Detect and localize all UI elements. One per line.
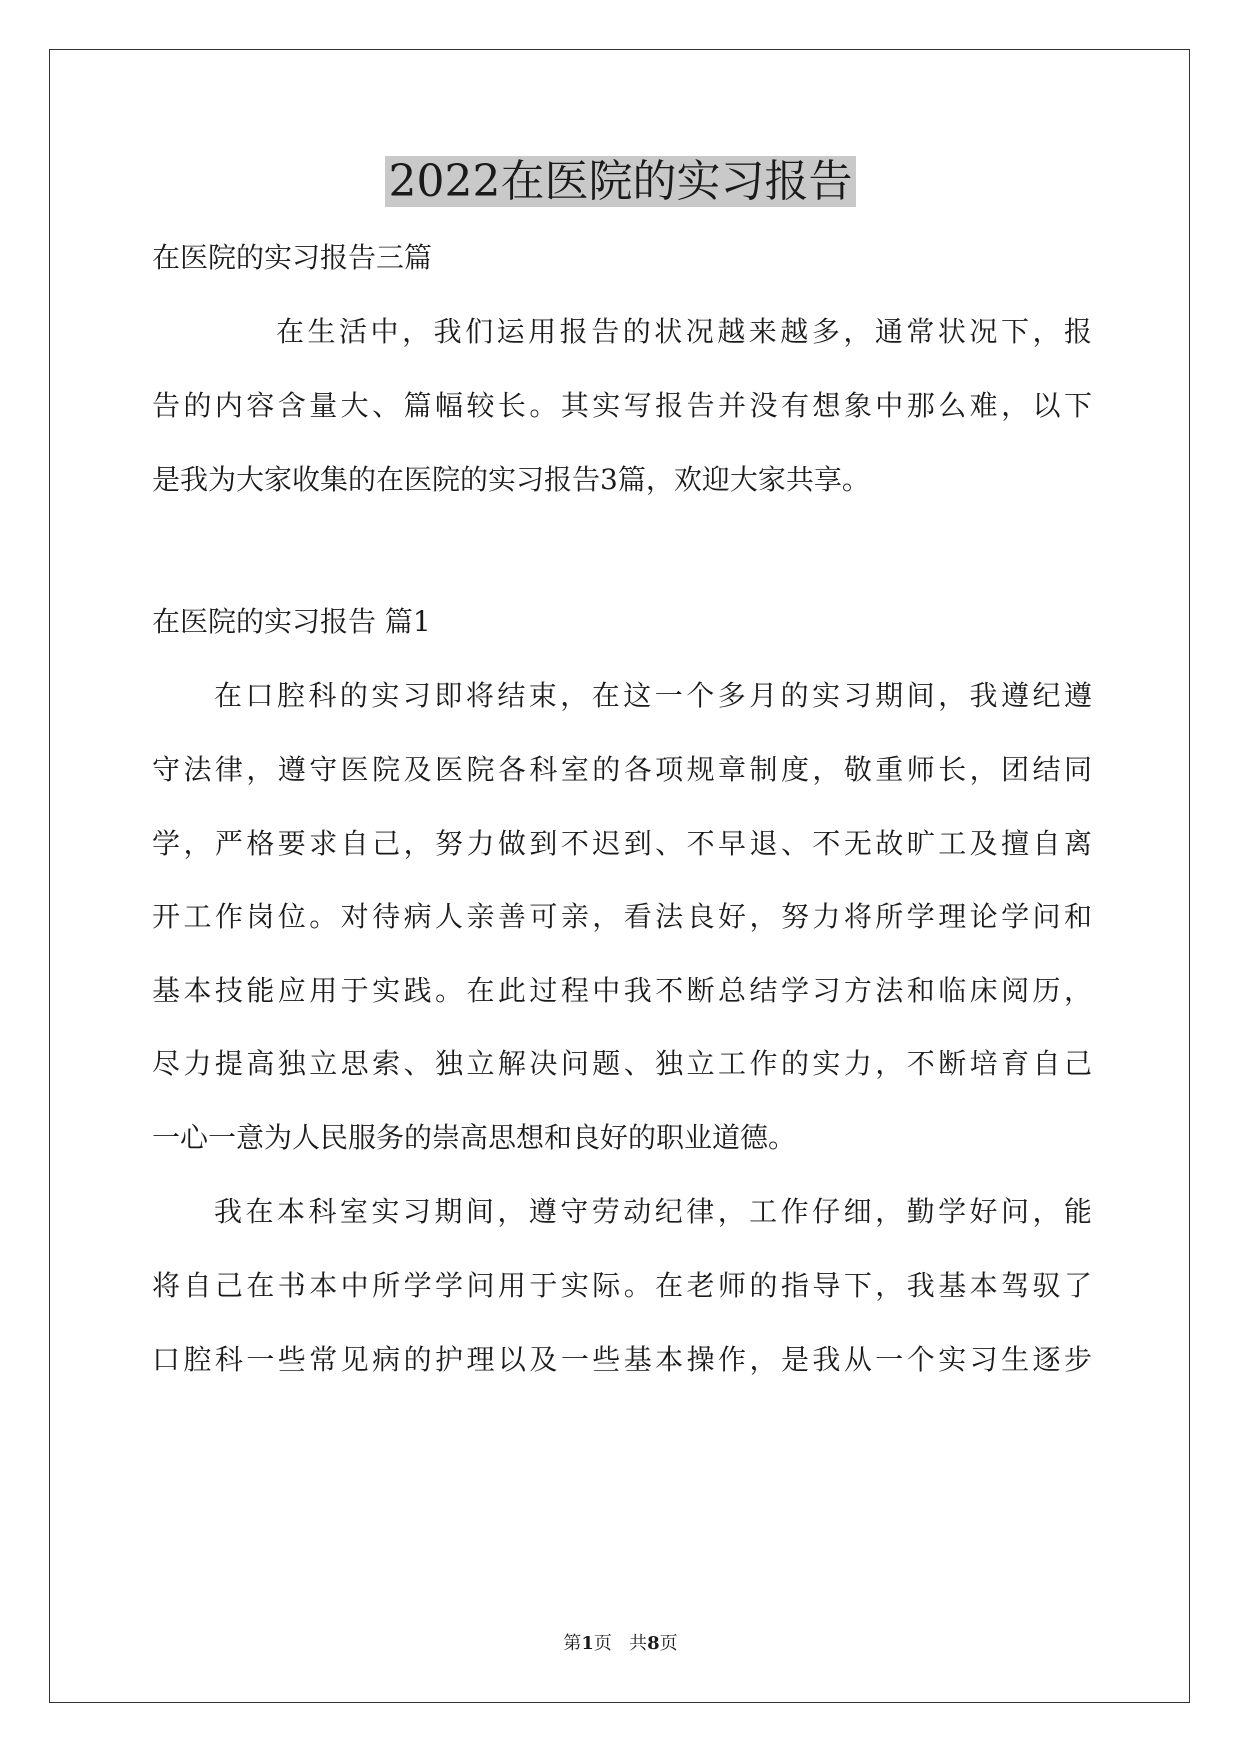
- paragraph-line: 我在本科室实习期间，遵守劳动纪律，工作仔细，勤学好问，能: [214, 1195, 1092, 1228]
- page-footer: [0, 1632, 1241, 1656]
- paragraph-line: 基本技能应用于实践。在此过程中我不断总结学习方法和临床阅历，: [152, 974, 1092, 1007]
- footer-prefix: 第: [563, 1633, 582, 1654]
- footer-suffix: 页: [659, 1633, 678, 1654]
- page-border: [49, 49, 1190, 1703]
- footer-middle: 页 共: [593, 1633, 648, 1654]
- paragraph-line: 将自己在书本中所学学问用于实际。在老师的指导下，我基本驾驭了: [152, 1269, 1092, 1302]
- paragraph-line: 守法律，遵守医院及医院各科室的各项规章制度，敬重师长，团结同: [152, 753, 1092, 786]
- intro-line: 告的内容含量大、篇幅较长。其实写报告并没有想象中那么难，以下: [152, 389, 1092, 422]
- document-subtitle: 在医院的实习报告三篇: [152, 241, 433, 274]
- paragraph-line: 尽力提高独立思索、独立解决问题、独立工作的实力，不断培育自己: [152, 1047, 1092, 1080]
- paragraph-line: 开工作岗位。对待病人亲善可亲，看法良好，努力将所学理论学问和: [152, 900, 1092, 933]
- paragraph-line: 一心一意为人民服务的崇高思想和良好的职业道德。: [152, 1121, 797, 1154]
- intro-line: 在生活中，我们运用报告的状况越来越多，通常状况下，报: [276, 315, 1092, 348]
- footer-page-number: 1: [581, 1633, 594, 1654]
- footer-total-pages: 8: [647, 1633, 660, 1654]
- document-title-text: 2022在医院的实习报告: [385, 156, 857, 207]
- section-heading: 在医院的实习报告 篇1: [152, 605, 431, 638]
- paragraph-line: 学，严格要求自己，努力做到不迟到、不早退、不无故旷工及擅自离: [152, 827, 1092, 860]
- document-title: [0, 152, 1241, 212]
- intro-line: 是我为大家收集的在医院的实习报告3篇，欢迎大家共享。: [152, 463, 870, 496]
- paragraph-line: 口腔科一些常见病的护理以及一些基本操作，是我从一个实习生逐步: [152, 1343, 1092, 1376]
- paragraph-line: 在口腔科的实习即将结束，在这一个多月的实习期间，我遵纪遵: [214, 679, 1092, 712]
